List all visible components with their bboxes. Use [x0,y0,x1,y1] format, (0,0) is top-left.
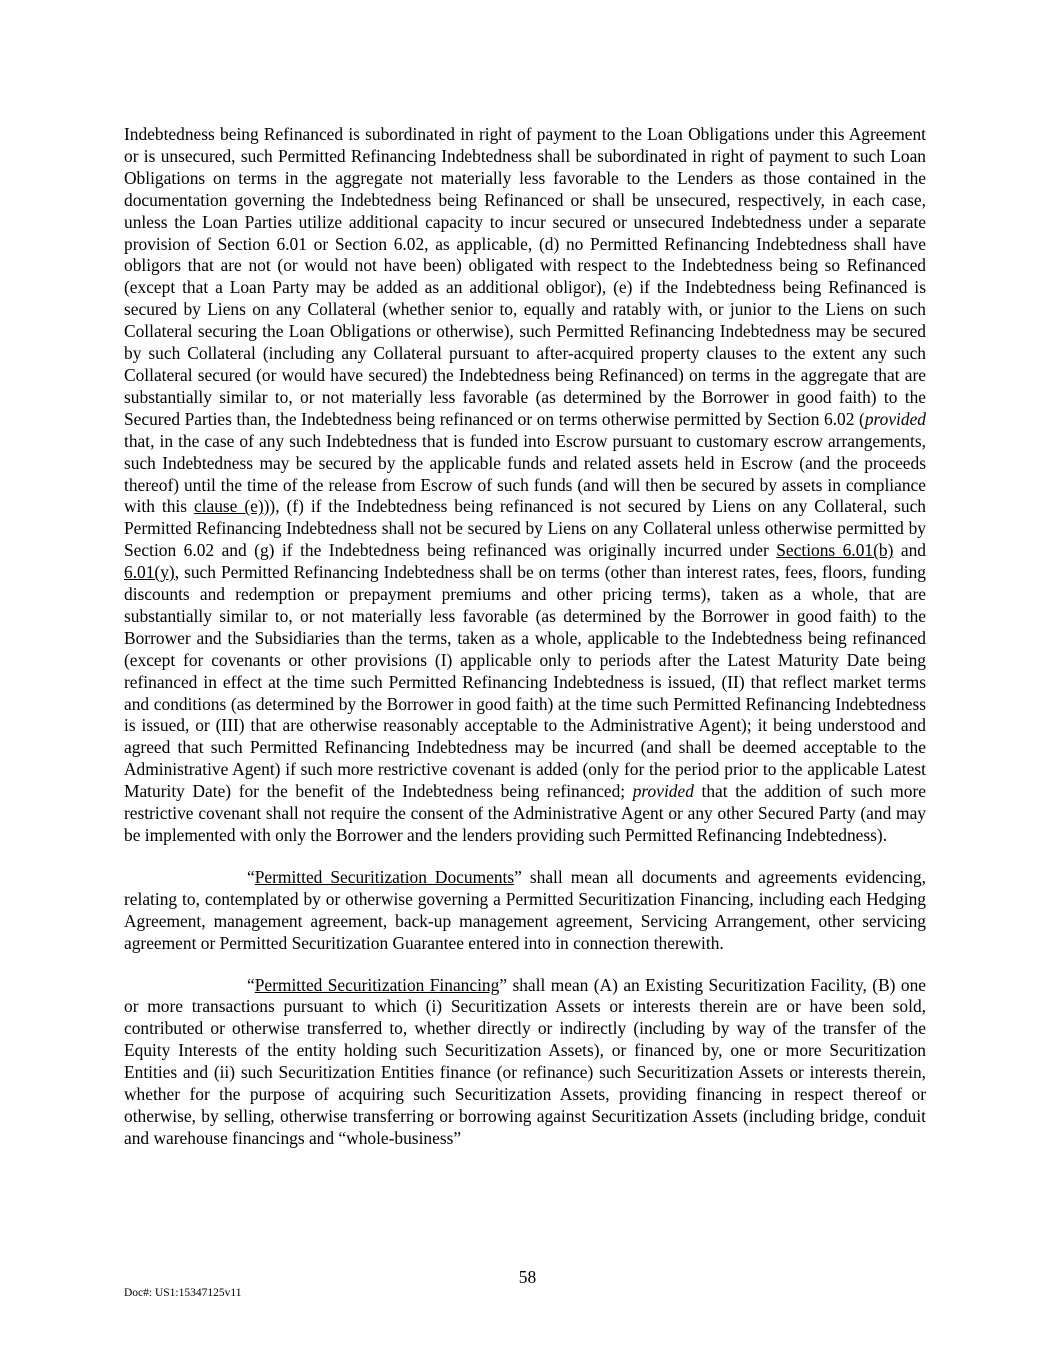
provided-italic: provided [632,781,694,802]
paragraph-refinancing-terms: Indebtedness being Refinanced is subordinated in right of payment to the Loan Obligations under this Agreement or is unsecured, such Permitted Refinancing Indebtedness shall be subordinated in right of payment to such Loan Obligations on terms in the aggregate not materially less favorable to the Lenders as those contained in the documentation governing the Indebtedness being Refinanced or shall be unsecured, respectively, in each case, unless the Loan Parties utilize additional capacity to incur secured or unsecured Indebtedness under a separate provision of Section 6.01 or Section 6.02, as applicable, (d) no Permitted Refinancing Indebtedness shall have obligors that are not (or would not have been) obligated with respect to the Indebtedness being so Refinanced (except that a Loan Party may be added as an additional obligor), (e) if the Indebtedness being Refinanced is secured by Liens on any Collateral (whether senior to, equally and ratably with, or junior to the Liens on such Collateral securing the Loan Obligations or otherwise), such Permitted Refinancing Indebtedness may be secured by such Collateral (including any Collateral pursuant to after-acquired property clauses to the extent any such Collateral secured (or would have secured) the Indebtedness being Refinanced) on terms in the aggregate that are substantially similar to, or not materially less favorable (as determined by the Borrower in good faith) to the Secured Parties than, the Indebtedness being refinanced or on terms otherwise permitted by Section 6.02 (provided that, in the case of any such Indebtedness that is funded into Escrow pursuant to customary escrow arrangements, such Indebtedness may be secured by the applicable funds and related assets held in Escrow (and the proceeds thereof) until the time of the release from Escrow of such funds (and will then be secured by assets in compliance with this clause (e))), (f) if the Indebtedness being refinanced is not secured by Liens on any Collateral, such Permitted Refinancing Indebtedness shall not be secured by Liens on any Collateral unless otherwise permitted by Section 6.02 and (g) if the Indebtedness being refinanced was originally incurred under Sections 6.01(b) and 6.01(y), such Permitted Refinancing Indebtedness shall be on terms (other than interest rates, fees, floors, funding discounts and redemption or prepayment premiums and other pricing terms), taken as a whole, that are substantially similar to, or not materially less favorable (as determined by the Borrower in good faith) to the Borrower and the Subsidiaries than the terms, taken as a whole, applicable to the Indebtedness being refinanced (except for covenants or other provisions (I) applicable only to periods after the Latest Maturity Date being refinanced in effect at the time such Permitted Refinancing Indebtedness is issued, (II) that reflect market terms and conditions (as determined by the Borrower in good faith) at the time such Permitted Refinancing Indebtedness is issued, or (III) that are otherwise reasonably acceptable to the Administrative Agent); it being understood and agreed that such Permitted Refinancing Indebtedness may be incurred (and shall be deemed acceptable to the Administrative Agent) if such more restrictive covenant is added (only for the period prior to the applicable Latest Maturity Date) for the benefit of the Indebtedness being refinanced; provided that the addition of such more restrictive covenant shall not require the consent of the Administrative Agent or any other Secured Party (and may be implemented with only the Borrower and the lenders providing such Permitted Refinancing Indebtedness). [124,124,926,845]
document-id: Doc#: US1:15347125v11 [124,1287,242,1299]
sections-6-01-b-reference: Sections 6.01(b) [776,540,894,561]
provided-italic: provided [864,408,926,429]
defined-term: Permitted Securitization Documents [254,866,515,887]
document-body [124,124,926,1150]
paragraph-permitted-securitization-documents: “Permitted Securitization Documents” shall mean all documents and agreements evidencing, relating to, contemplated by or otherwise governing a Permitted Securitization Financing, including each Hedging Agreement, management agreement, back-up management agreement, Servicing Arrangement, other servicing agreement or Permitted Securitization Guarantee entered into in connection therewith. [124,866,926,953]
paragraph-permitted-securitization-financing: “Permitted Securitization Financing” shall mean (A) an Existing Securitization Facility, (B) one or more transactions pursuant to which (i) Securitization Assets or interests therein are or have been sold, contributed or otherwise transferred to, whether directly or indirectly (including by way of the transfer of the Equity Interests of the entity holding such Securitization Assets), or financed by, one or more Securitization Entities and (ii) such Securitization Entities finance (or refinance) such Securitization Assets or interests therein, whether for the purpose of acquiring such Securitization Assets, providing financing in respect thereof or otherwise, by selling, otherwise transferring or borrowing against Securitization Assets (including bridge, conduit and warehouse financings and “whole-business” [124,974,926,1148]
section-6-01-y-reference: 6.01(y) [124,562,175,583]
page-number: 58 [518,1267,537,1287]
clause-e-reference: clause (e) [193,496,264,517]
defined-term: Permitted Securitization Financing [254,974,500,995]
